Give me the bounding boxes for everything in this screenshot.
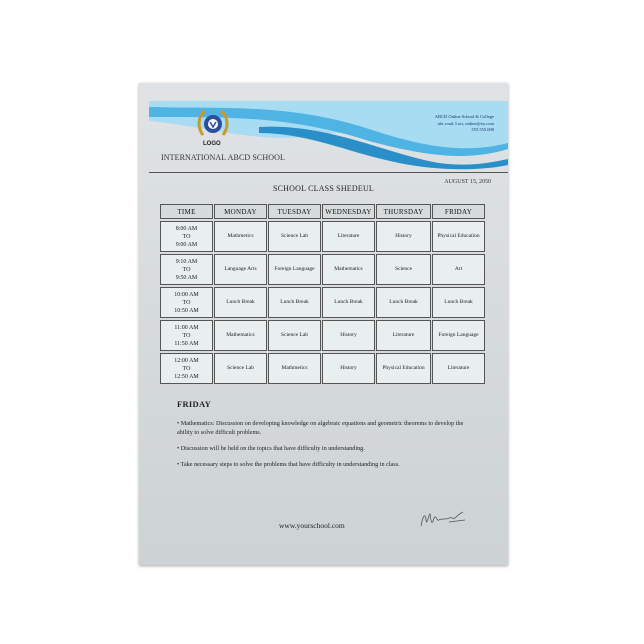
time-end: 9:50 AM	[175, 274, 198, 281]
time-to: TO	[182, 332, 191, 339]
school-logo-icon	[195, 107, 231, 143]
class-cell: Mathmetics	[214, 221, 267, 252]
notepad-sheet	[139, 83, 508, 565]
header-cell-wednesday: WEDNESDAY	[322, 204, 375, 219]
schedule-date: AUGUST 15, 2050	[444, 179, 491, 185]
contact-block	[435, 114, 494, 134]
time-cell	[160, 320, 213, 351]
header-cell-thursday: THURSDAY	[376, 204, 431, 219]
time-start: 10:00 AM	[174, 291, 199, 298]
school-website: www.yourschool.com	[279, 521, 345, 530]
class-cell: Science Lab	[268, 221, 321, 252]
class-cell: Literature	[376, 320, 431, 351]
contact-line: 555.555.000	[471, 127, 494, 132]
header-cell-friday: FRIDAY	[432, 204, 485, 219]
time-start: 9:10 AM	[175, 258, 198, 265]
class-cell: Lunch Break	[432, 287, 485, 318]
notes-title: FRIDAY	[177, 399, 212, 409]
header-divider	[149, 172, 508, 173]
time-end: 10:50 AM	[174, 307, 199, 314]
time-cell	[160, 287, 213, 318]
time-to: TO	[182, 266, 191, 273]
time-end: 9:00 AM	[175, 241, 198, 248]
header-cell-monday: MONDAY	[214, 204, 267, 219]
class-cell: Foreign Language	[268, 254, 321, 285]
class-cell: History	[376, 221, 431, 252]
time-end: 12:50 AM	[174, 373, 199, 380]
class-cell: Art	[432, 254, 485, 285]
schedule-title: SCHOOL CLASS SHEDEUL	[272, 184, 375, 193]
time-end: 11:50 AM	[174, 340, 199, 347]
class-cell: Foreign Language	[432, 320, 485, 351]
school-name: INTERNATIONAL ABCD SCHOOL	[161, 153, 285, 162]
class-cell: Lunch Break	[322, 287, 375, 318]
class-cell: Lunch Break	[214, 287, 267, 318]
class-cell: Lunch Break	[268, 287, 321, 318]
time-start: 8:00 AM	[175, 225, 198, 232]
note-item: • Mathematics: Discussion on developing knowledge on algebraic equations and geometric theorems to develop the ability to solve difficult problems.	[177, 420, 464, 436]
class-cell: History	[322, 320, 375, 351]
class-cell: Science Lab	[214, 353, 267, 384]
class-cell: Language Arts	[214, 254, 267, 285]
contact-line: abc road. Lori, online@xx.com	[437, 120, 494, 126]
schedule-table	[160, 204, 487, 384]
class-cell: Mathematics	[322, 254, 375, 285]
note-item: • Discussion will be held on the topics that have difficulty in understanding.	[177, 445, 365, 452]
class-cell: Physical Education	[432, 221, 485, 252]
time-cell	[160, 254, 213, 285]
class-cell: Science Lab	[268, 320, 321, 351]
logo-text: LOGO	[203, 141, 221, 147]
header-cell-time: TIME	[160, 204, 213, 219]
class-cell: Physical Education	[376, 353, 431, 384]
time-to: TO	[182, 299, 191, 306]
time-start: 11:00 AM	[174, 324, 199, 331]
time-cell	[160, 353, 213, 384]
class-cell: Lunch Break	[376, 287, 431, 318]
class-cell: Mathematics	[214, 320, 267, 351]
class-cell: Literature	[322, 221, 375, 252]
notes-list	[177, 419, 467, 476]
time-to: TO	[182, 233, 191, 240]
class-cell: History	[322, 353, 375, 384]
time-start: 12:00 AM	[174, 357, 199, 364]
class-cell: Science	[376, 254, 431, 285]
header-cell-tuesday: TUESDAY	[268, 204, 321, 219]
note-item: • Take necessary steps to solve the problems that have difficulty in understanding in class.	[177, 461, 400, 468]
time-to: TO	[182, 365, 191, 372]
class-cell: Literature	[432, 353, 485, 384]
class-cell: Mathmetics	[268, 353, 321, 384]
contact-line: ABCD Online School & College	[434, 114, 494, 119]
time-cell	[160, 221, 213, 252]
signature-icon	[419, 508, 469, 530]
